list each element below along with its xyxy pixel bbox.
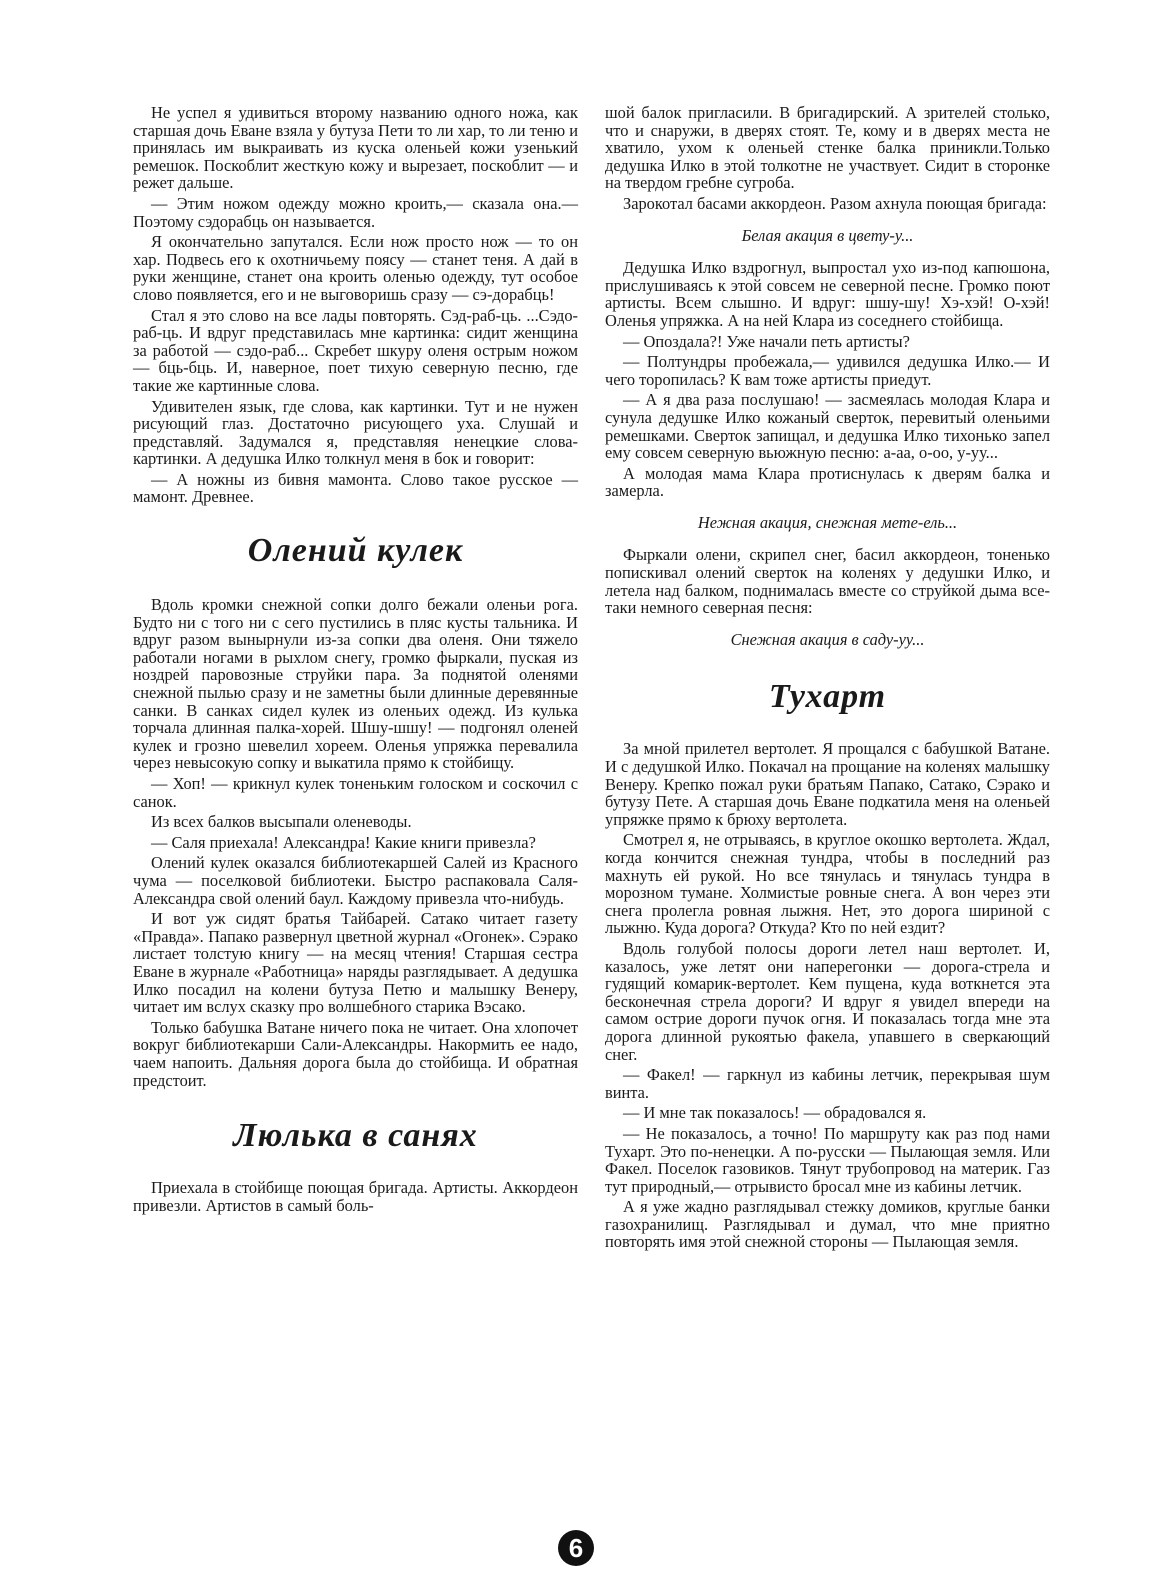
paragraph: Смотрел я, не отрываясь, в круглое окошко вертолета. Ждал, когда кончится снежная тундра, чтобы в последний раз махнуть ей рукой. Но все тянулась и тянулась тундра в морозном тумане. Холмистые ровные снега. А вон через эти снега пролегла ровная лыжня. Нет, это дорога шириной с лыжню. Куда дорога? Откуда? Кто по ней ездит? (605, 830, 1050, 938)
paragraph: Дедушка Илко вздрогнул, выпростал ухо из-под капюшона, прислушиваясь к этой совсем не северной песне. Громко поют артисты. Всем слышно. И вдруг: шшу-шу! Хэ-хэй! О-хэй! Оленья упряжка. А на ней Клара из соседнего стойбища. (605, 258, 1050, 330)
paragraph: — Саля приехала! Александра! Какие книги привезла? (151, 832, 536, 852)
paragraph: И вот уж сидят братья Тайбарей. Сатако читает газету «Правда». Папако развернул цветной журнал «Огонек». Сэрако листает толстую книгу — на месяц чтения! Старшая сестра Еване в журнале «Работница» наряды разглядывает. А дедушка Илко посадил на колени бутуза Петю и малышку Венеру, читает им вслух сказку про волшебного старика Вэсако. (133, 909, 578, 1017)
paragraph: — Этим ножом одежду можно кроить,— сказала она.— Поэтому сэдорабць он называется. (133, 193, 578, 231)
left-column (133, 104, 578, 1214)
paragraph: Зарокотал басами аккордеон. Разом ахнула поющая бригада: (623, 193, 1047, 213)
paragraph: Не успел я удивиться второму названию одного ножа, как старшая дочь Еване взяла у бутуза Пети то ли хар, то ли теню и принялась им выкраивать из куска оленьей кожи узенький ремешок. Поскоблит жесткую кожу и вырезает, поскоблит — и режет дальше. (133, 103, 578, 193)
paragraph: — Факел! — гаркнул из кабины летчик, перекрывая шум винта. (605, 1065, 1050, 1102)
paragraph: — Не показалось, а точно! По маршруту как раз под нами Тухарт. Это по-ненецки. А по-русски — Пылающая земля. Или Факел. Поселок газовиков. Тянут трубопровод на материк. Газ тут природный,— отрывисто бросал мне из кабины летчик. (605, 1123, 1050, 1196)
paragraph: — А я два раза послушаю! — засмеялась молодая Клара и сунула дедушке Илко кожаный сверток, перевитый оленьими ремешками. Сверток запищал, и дедушка Илко тихонько запел ему совсем северную вьюжную песню: а-аа, о-оо, у-уу... (605, 390, 1050, 463)
section-heading-lyulka-v-sanyah: Люлька в санях (233, 1117, 478, 1155)
paragraph: Вдоль голубой полосы дороги летел наш вертолет. И, казалось, уже летят они наперегонки — дорога-стрела и гудящий комарик-вертолет. Кем пущена, куда воткнется эта бесконечная стрела дороги? И вдруг я увидел впереди на самом острие дороги пучок огня. И показалась тогда мне эта дорога длинной рукоятью факела, упавшего в сверкающий снег. (605, 938, 1050, 1064)
paragraph: Олений кулек оказался библиотекаршей Салей из Красного чума — поселковой библиотеки. Быстро распаковала Саля-Александра свой олений баул. Каждому привезла что-нибудь. (133, 853, 578, 908)
right-column (605, 104, 1050, 1251)
song-line: Белая акация в цвету-у... (741, 225, 914, 245)
section-heading-tuhart: Тухарт (768, 678, 887, 716)
paragraph: Я окончательно запутался. Если нож просто нож — то он хар. Подвесь его к охотничьему поясу — станет теня. А дай в руки женщине, станет она кроить оленью одежду, тут особое слово появляется, его и не выговоришь сразу — сэ-дорабць! (133, 232, 578, 304)
paragraph: — Полтундры пробежала,— удивился дедушка Илко.— И чего торопилась? К вам тоже артисты приедут. (605, 352, 1050, 389)
paragraph: Только бабушка Ватане ничего пока не читает. Она хлопочет вокруг библиотекарши Сали-Александры. Накормить ее надо, чаем напоить. Дальняя дорога была до стойбища. И обратная предстоит. (133, 1017, 578, 1090)
paragraph: Фыркали олени, скрипел снег, басил аккордеон, тоненько попискивал олений сверток на коленях у дедушки Илко, и летела над балком, поднималась вместе со струйкой дыма все-таки немного северная песня: (605, 545, 1050, 618)
paragraph: А я уже жадно разглядывал стежку домиков, круглые банки газохранилищ. Разглядывал и думал, что мне приятно повторять имя этой снежной стороны — Пылающая земля. (605, 1197, 1050, 1252)
page-number: 6 (558, 1530, 594, 1566)
paragraph: — Хоп! — крикнул кулек тоненьким голоском и соскочил с санок. (133, 774, 578, 811)
song-line: Снежная акация в саду-уу... (730, 629, 925, 649)
section-heading-oleniy-kulek: Олений кулек (247, 532, 464, 570)
paragraph: За мной прилетел вертолет. Я прощался с бабушкой Ватане. И с дедушкой Илко. Покачал на прощание на коленях малышку Венеру. Крепко пожал руки братьям Папако, Сатако, Сэрако и бутузу Пете. А старшая дочь Еване подкатила меня на оленьей упряжке прямо к брюху вертолета. (605, 739, 1050, 829)
paragraph: Удивителен язык, где слова, как картинки. Тут и не нужен рисующий глаз. Достаточно рисующего уха. Слушай и представляй. Задумался я, представляя ненецкие слова-картинки. А дедушка Илко толкнул меня в бок и говорит: (133, 396, 578, 469)
paragraph: — Опоздала?! Уже начали петь артисты? (623, 331, 910, 351)
paragraph: Стал я это слово на все лады повторять. Сэд-раб-ць. ...Сэдо-раб-ць. И вдруг представилась мне картинка: сидит женщина за работой — сэдо-раб... Скребет шкуру оленя острым ножом — бць-бць. И, наверное, поет тихую северную песню, где такие же картинные слова. (133, 305, 578, 395)
paragraph: А молодая мама Клара протиснулась к дверям балка и замерла. (605, 463, 1050, 501)
paragraph: Приехала в стойбище поющая бригада. Артисты. Аккордеон привезли. Артистов в самый боль- (133, 1178, 578, 1215)
paragraph: — А ножны из бивня мамонта. Слово такое русское — мамонт. Древнее. (133, 469, 578, 507)
paragraph: — И мне так показалось! — обрадовался я. (623, 1103, 927, 1123)
paragraph: Вдоль кромки снежной сопки долго бежали оленьи рога. Будто ни с того ни с сего пустились в пляс кусты тальника. И вдруг разом вынырнули из-за сопки два оленя. Они тяжело работали ногами в рыхлом снегу, громко фыркали, пуская из ноздрей паровозные струйки пара. За поднятой оленями снежной пылью сразу и не заметны были длинные деревянные санки. В санках сидел кулек из оленьих одежд. Из кулька торчала длинная палка-хорей. Шшу-шшу! — подгонял оленей кулек и грозно шевелил хореем. Оленья упряжка перевалила через невысокую сопку и выкатила прямо к стойбищу. (133, 595, 578, 773)
paragraph: Из всех балков высыпали оленеводы. (151, 812, 412, 832)
song-line: Нежная акация, снежная мете-ель... (697, 512, 958, 532)
paragraph: шой балок пригласили. В бригадирский. А зрителей столько, что и снаружи, в дверях стоят. Те, кому и в дверях места не хватило, ухом к оленьей стенке балка приникли.Только дедушка Илко в этой толкотне не участвует. Сидит в сторонке на твердом гребне сугроба. (605, 103, 1050, 193)
